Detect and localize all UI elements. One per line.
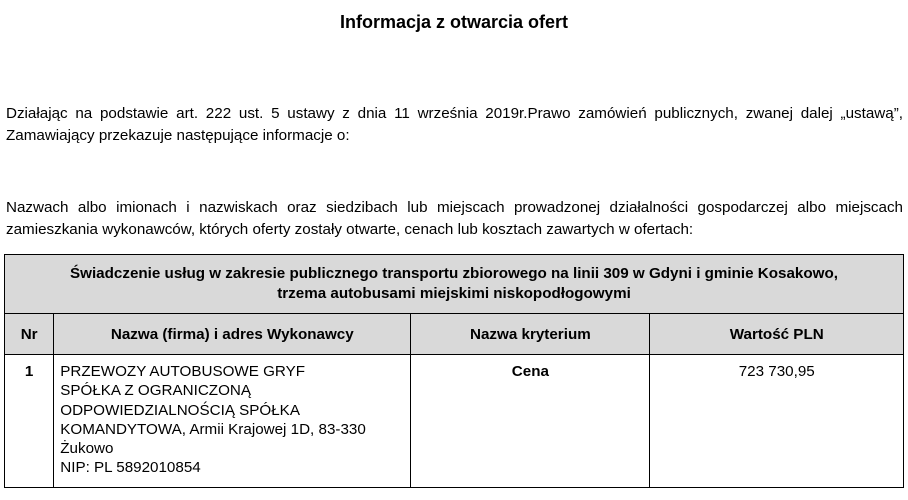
- page-title: Informacja z otwarcia ofert: [339, 12, 569, 32]
- contractor-line: SPÓŁKA Z OGRANICZONĄ: [60, 382, 251, 400]
- table-subject: [5, 255, 904, 314]
- header-nr: Nr: [5, 314, 54, 355]
- table-row: [5, 355, 904, 488]
- subject-line-2: trzema autobusami miejskimi niskopodłogowymi: [277, 285, 631, 302]
- contractor-line: Żukowo: [60, 440, 114, 458]
- table-header-row: [5, 314, 904, 355]
- contractor-line: ODPOWIEDZIALNOŚCIĄ SPÓŁKA: [60, 401, 300, 419]
- header-criterion: Nazwa kryterium: [411, 314, 650, 355]
- subject-line-1: Świadczenie usług w zakresie publicznego transportu zbiorowego na linii 309 w Gdyni i gminie Kosakowo,: [70, 265, 838, 282]
- header-contractor: Nazwa (firma) i adres Wykonawcy: [54, 314, 411, 355]
- contractor-line: NIP: PL 5892010854: [60, 459, 201, 477]
- row-value: 723 730,95: [650, 355, 904, 488]
- contractor-line: KOMANDYTOWA, Armii Krajowej 1D, 83-330: [60, 420, 366, 438]
- intro-paragraph: Działając na podstawie art. 222 ust. 5 ustawy z dnia 11 września 2019r.Prawo zamówień publicznych, zwanej dalej „ustawą”, Zamawiający przekazuje następujące informacje o:: [6, 105, 903, 144]
- bidders-paragraph: Nazwach albo imionach i nazwiskach oraz siedzibach lub miejscach prowadzonej działalności gospodarczej albo miejscach zamieszkania wykonawców, których oferty zostały otwarte, cenach lub kosztach zawartych w ofertach:: [6, 199, 903, 238]
- contractor-line: PRZEWOZY AUTOBUSOWE GRYF: [60, 363, 305, 380]
- row-contractor: [54, 355, 411, 488]
- offers-table: [4, 254, 904, 488]
- row-nr: 1: [5, 355, 54, 488]
- row-criterion: Cena: [411, 355, 650, 488]
- table-subject-row: [5, 255, 904, 314]
- header-value: Wartość PLN: [650, 314, 904, 355]
